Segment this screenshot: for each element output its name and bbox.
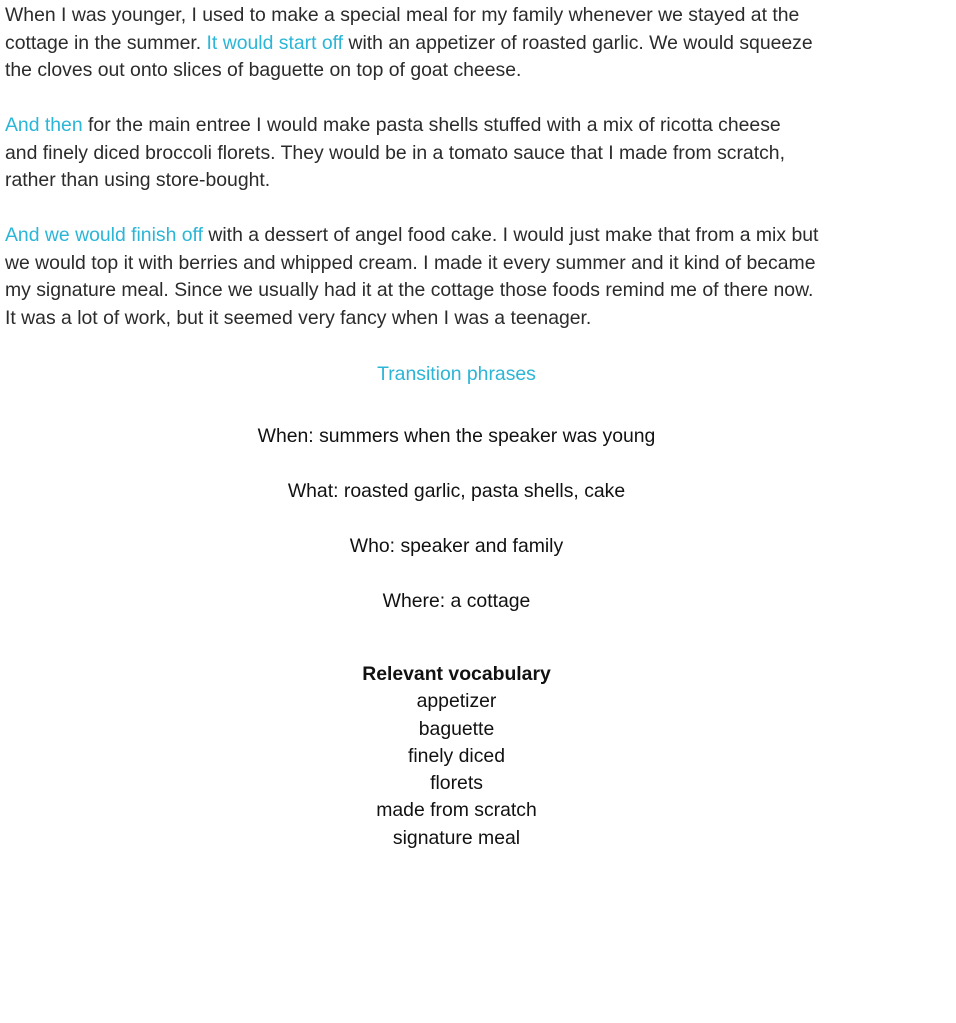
text-run: It was a lot of work, but it seemed very fancy when I was a teenager. (5, 306, 592, 329)
paragraph-1 (5, 2, 955, 85)
vocabulary-item: signature meal (392, 826, 521, 849)
text-run: for the main entree I would make pasta shells stuffed with a mix of ricotta cheese (82, 114, 781, 136)
text-run: the cloves out onto slices of baguette on top of goat cheese. (5, 59, 522, 81)
line (5, 142, 785, 164)
line (5, 169, 270, 191)
line (5, 114, 781, 136)
transition-phrase: And we would finish off (5, 224, 203, 246)
text-run: we would top it with berries and whipped cream. I made it every summer and it kind of became (5, 251, 816, 274)
vocabulary-item: appetizer (416, 690, 497, 713)
vocabulary-item: finely diced (407, 744, 505, 767)
context-where: Where: a cottage (382, 590, 531, 612)
line (5, 59, 521, 81)
text-run: with a dessert of angel food cake. I would just make that from a mix but (202, 224, 819, 246)
paragraph-3 (5, 222, 955, 332)
text-run: rather than using store-bought. (5, 169, 271, 191)
transition-phrase: It would start off (206, 31, 344, 54)
vocabulary-title: Relevant vocabulary (362, 663, 551, 685)
transition-phrases-label: Transition phrases (377, 363, 536, 385)
transition-phrase: And then (5, 114, 83, 136)
line (5, 4, 799, 26)
vocabulary-section (0, 661, 913, 852)
text-run: cottage in the summer. (5, 31, 207, 54)
vocabulary-item: florets (430, 772, 483, 795)
text-run: with an appetizer of roasted garlic. We would squeeze (343, 31, 813, 54)
line (5, 224, 818, 246)
text-run: and finely diced broccoli florets. They would be in a tomato sauce that I made from scratch, (5, 141, 785, 164)
vocabulary-item: baguette (418, 717, 495, 740)
context-what: What: roasted garlic, pasta shells, cake (287, 480, 626, 502)
line (5, 252, 815, 274)
story-text (5, 2, 955, 360)
text-run: When I was younger, I used to make a special meal for my family whenever we stayed at the (5, 4, 800, 26)
context-when: When: summers when the speaker was young (257, 425, 656, 447)
context-who: Who: speaker and family (349, 535, 564, 557)
vocabulary-item: made from scratch (376, 799, 537, 822)
line (5, 32, 813, 54)
paragraph-2 (5, 112, 955, 195)
line (5, 279, 813, 301)
line (5, 307, 591, 329)
text-run: my signature meal. Since we usually had it at the cottage those foods remind me of there now. (5, 279, 814, 301)
